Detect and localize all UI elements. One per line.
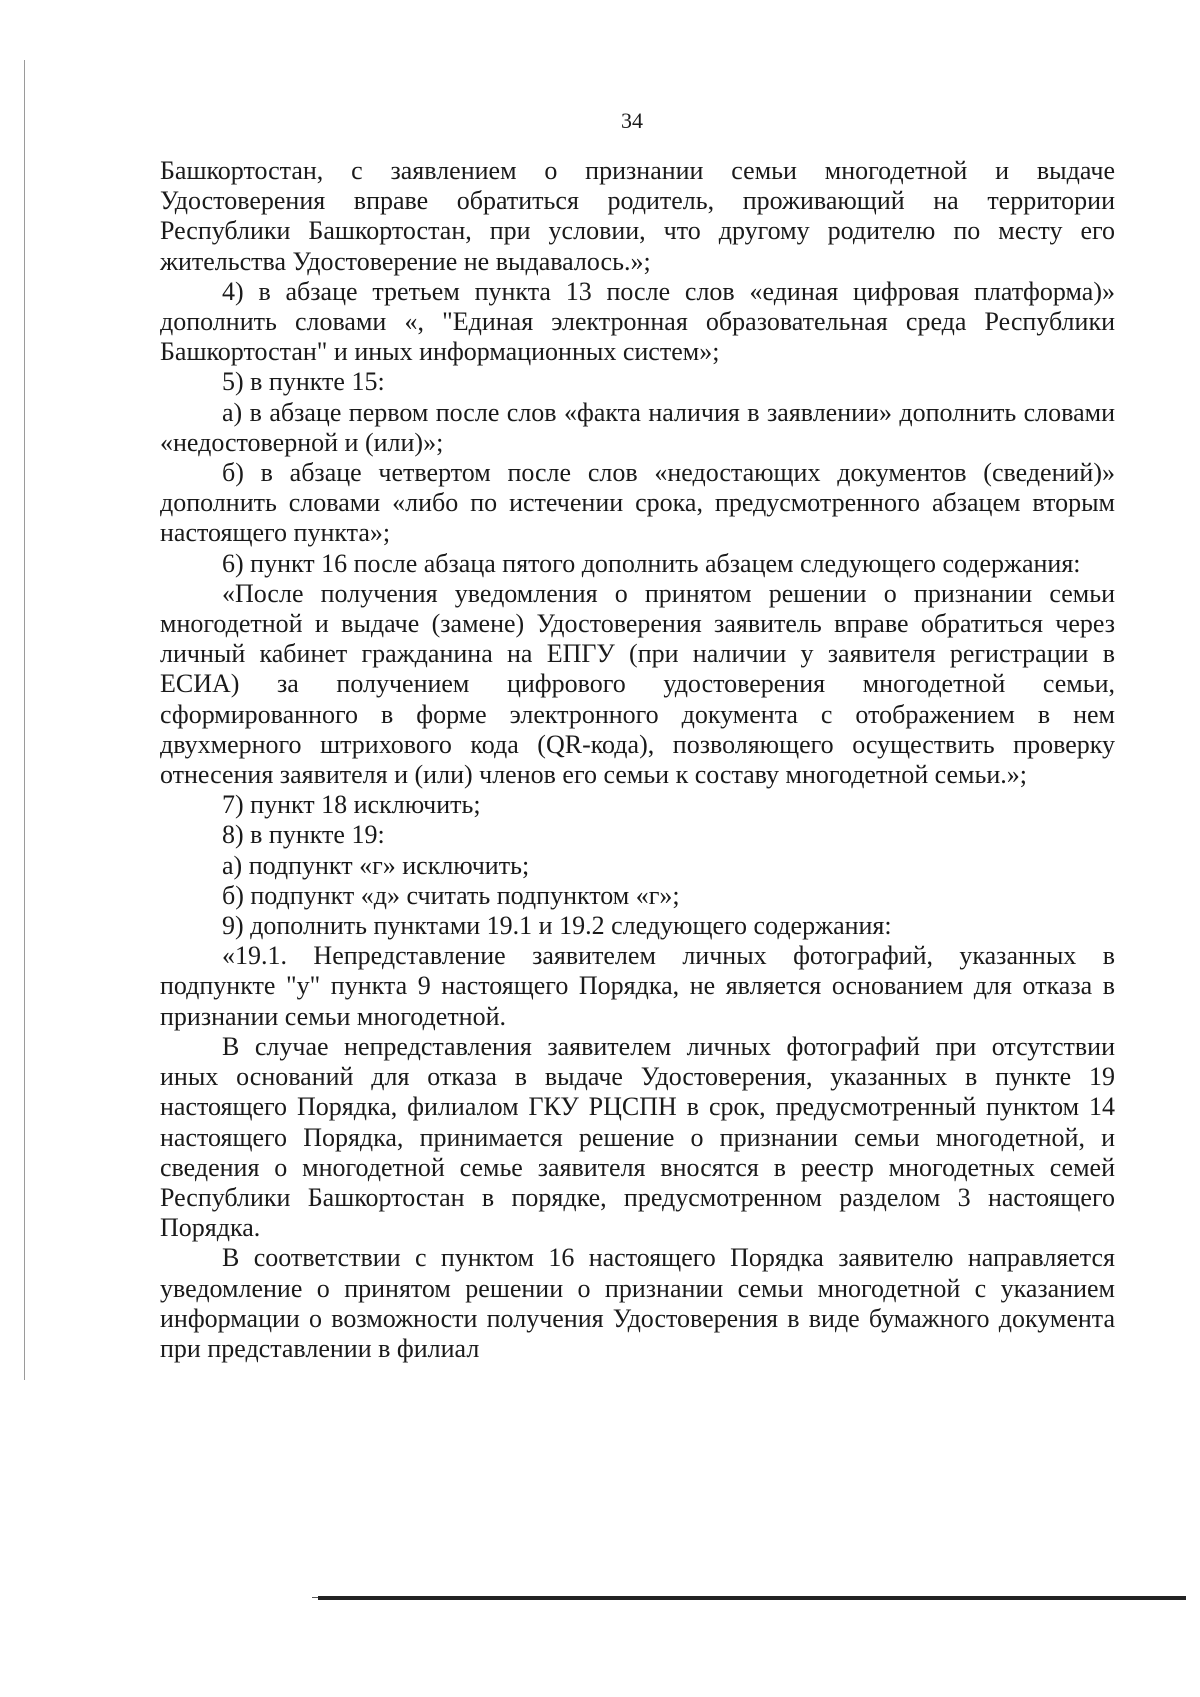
paragraph-item-4: 4) в абзаце третьем пункта 13 после слов «единая цифровая платформа)» дополнить словами «, "Единая электронная образовательная среда Республики Башкортостан" и иных информационных систем»; <box>160 276 1115 367</box>
paragraph-continuation: Башкортостан, с заявлением о признании семьи многодетной и выдаче Удостоверения вправе обратиться родитель, проживающий на территории Республики Башкортостан, при условии, что другому родителю по месту его жительства Удостоверение не выдавалось.»; <box>160 156 1115 276</box>
paragraph-item-8: 8) в пункте 19: <box>222 820 385 850</box>
paragraph-19-1: «19.1. Непредставление заявителем личных фотографий, указанных в подпункте "у" пункта 9 настоящего Порядка, не является основанием для отказа в признании семьи многодетной. <box>160 941 1115 1031</box>
bottom-rule <box>318 1596 1186 1600</box>
paragraph-item-7: 7) пункт 18 исключить; <box>222 790 481 820</box>
page-number: 34 <box>621 108 643 133</box>
paragraph-19-1-case: В случае непредставления заявителем личных фотографий при отсутствии иных оснований для отказа в выдаче Удостоверения, указанных в пункте 19 настоящего Порядка, филиалом ГКУ РЦСПН в срок, предусмотренный пунктом 14 настоящего Порядка, принимается решение о признании семьи многодетной, и сведения о многодетной семье заявителя вносятся в реестр многодетных семей Республики Башкортостан в порядке, предусмотренном разделом 3 настоящего Порядка. <box>160 1031 1115 1243</box>
paragraph-item-5: 5) в пункте 15: <box>222 367 385 397</box>
scan-edge-line <box>24 60 25 1380</box>
paragraph-item-6: 6) пункт 16 после абзаца пятого дополнить абзацем следующего содержания: <box>222 548 1081 578</box>
paragraph-quote-digital-certificate: «После получения уведомления о принятом решении о признании семьи многодетной и выдаче (замене) Удостоверения заявитель вправе обратиться через личный кабинет гражданина на ЕПГУ (при наличии у заявителя регистрации в ЕСИА) за получением цифрового удостоверения многодетной семьи, сформированного в форме электронного документа с отображением в нем двухмерного штрихового кода (QR-кода), позволяющего осуществить проверку отнесения заявителя и (или) членов его семьи к составу многодетной семьи.»; <box>160 578 1115 790</box>
paragraph-item-5b: б) в абзаце четвертом после слов «недостающих документов (сведений)» дополнить словами «либо по истечении срока, предусмотренного абзацем вторым настоящего пункта»; <box>160 458 1115 548</box>
paragraph-19-1-notification: В соответствии с пунктом 16 настоящего Порядка заявителю направляется уведомление о принятом решении о признании семьи многодетной с указанием информации о возможности получения Удостоверения в виде бумажного документа при представлении в филиал <box>160 1243 1115 1363</box>
paragraph-item-5a: а) в абзаце первом после слов «факта наличия в заявлении» дополнить словами «недостоверной и (или)»; <box>160 397 1115 457</box>
document-body <box>160 156 1115 1364</box>
paragraph-item-8a: а) подпункт «г» исключить; <box>222 850 530 880</box>
paragraph-item-9: 9) дополнить пунктами 19.1 и 19.2 следующего содержания: <box>222 911 892 941</box>
paragraph-item-8b: б) подпункт «д» считать подпунктом «г»; <box>222 880 680 910</box>
